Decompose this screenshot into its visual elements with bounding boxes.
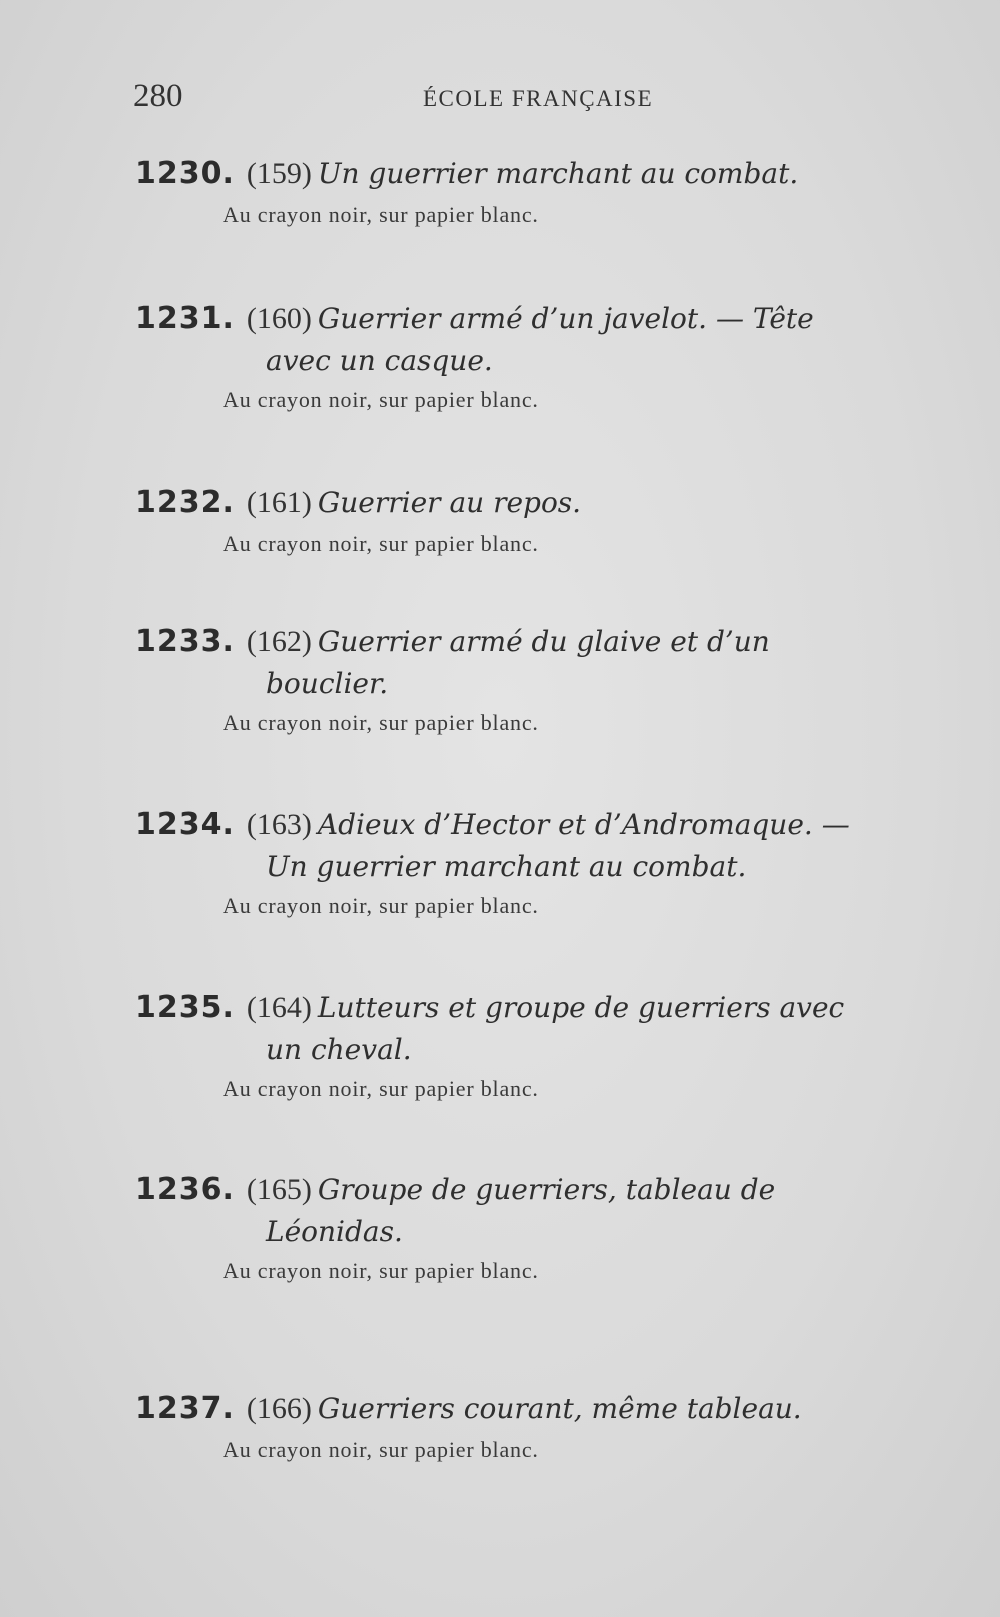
entry-reference: (161) — [246, 486, 312, 519]
page-header — [133, 78, 948, 128]
entry-reference: (165) — [246, 1173, 312, 1206]
entry-title: Un guerrier marchant au combat. — [317, 157, 799, 190]
entry-number: 1233. — [135, 624, 235, 659]
entry-medium: Au crayon noir, sur papier blanc. — [223, 387, 539, 412]
catalogue-entry — [135, 297, 965, 413]
entry-reference: (164) — [246, 991, 312, 1024]
catalogue-entry — [135, 986, 965, 1102]
entry-number: 1237. — [135, 1391, 235, 1426]
entry-title: Adieux d’Hector et d’Andromaque. — — [317, 808, 850, 841]
entry-heading — [135, 297, 965, 341]
entry-medium: Au crayon noir, sur papier blanc. — [223, 531, 539, 556]
entry-title: Guerriers courant, même tableau. — [317, 1392, 802, 1425]
page-number: 280 — [133, 78, 183, 114]
entry-title: Guerrier armé du glaive et d’un — [317, 625, 770, 658]
entry-title: Groupe de guerriers, tableau de — [317, 1173, 776, 1206]
entry-medium: Au crayon noir, sur papier blanc. — [223, 893, 539, 918]
entry-reference: (159) — [246, 157, 312, 190]
entry-number: 1235. — [135, 990, 235, 1025]
entry-number: 1236. — [135, 1172, 235, 1207]
entry-number: 1234. — [135, 807, 235, 842]
entry-medium: Au crayon noir, sur papier blanc. — [223, 1258, 539, 1283]
catalogue-entry — [135, 620, 965, 736]
catalogue-entry — [135, 1168, 965, 1284]
entry-title-continuation: Un guerrier marchant au combat. — [266, 850, 747, 883]
entry-medium: Au crayon noir, sur papier blanc. — [223, 710, 539, 735]
entry-title-continuation: bouclier. — [266, 667, 389, 700]
entry-reference: (166) — [246, 1392, 312, 1425]
entry-reference: (163) — [246, 808, 312, 841]
entry-number: 1231. — [135, 301, 235, 336]
catalogue-entry — [135, 1387, 965, 1463]
entry-medium: Au crayon noir, sur papier blanc. — [223, 1076, 539, 1101]
entry-heading — [135, 986, 965, 1030]
entry-heading — [135, 152, 965, 196]
entry-title: Lutteurs et groupe de guerriers avec — [317, 991, 845, 1024]
entry-number: 1230. — [135, 156, 235, 191]
entry-title-continuation: avec un casque. — [266, 344, 493, 377]
entry-title: Guerrier armé d’un javelot. — Tête — [317, 302, 814, 335]
entry-medium: Au crayon noir, sur papier blanc. — [223, 1437, 539, 1462]
catalogue-entry — [135, 481, 965, 557]
entry-heading — [135, 803, 965, 847]
entry-heading — [135, 481, 965, 525]
entry-medium: Au crayon noir, sur papier blanc. — [223, 202, 539, 227]
entry-title: Guerrier au repos. — [317, 486, 582, 519]
catalogue-entry — [135, 152, 965, 228]
entry-heading — [135, 1168, 965, 1212]
entry-title-continuation: un cheval. — [266, 1033, 412, 1066]
running-head: ÉCOLE FRANÇAISE — [423, 86, 654, 111]
entry-reference: (160) — [246, 302, 312, 335]
catalogue-entry — [135, 803, 965, 919]
entry-title-continuation: Léonidas. — [266, 1215, 403, 1248]
entry-heading — [135, 620, 965, 664]
entry-reference: (162) — [246, 625, 312, 658]
entry-number: 1232. — [135, 485, 235, 520]
entry-heading — [135, 1387, 965, 1431]
